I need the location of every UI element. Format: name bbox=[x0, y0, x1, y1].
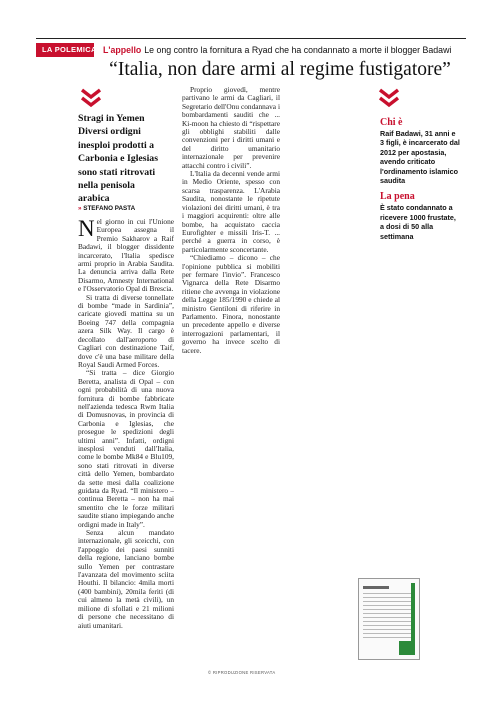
article-paragraph: Senza alcun mandato internazionale, gli sceicchi, con l'appoggio dei paesi sunniti della regione, lanciano bombe sullo Yemen per contrastare l'avanzata del movimento sciita Houthi. Il bilancio: 4mila morti (400 bambini), 20mila feriti (di cui almeno la metà civili), un milione di sfollati e 21 milioni di persone che necessitano di aiuti umanitari. bbox=[78, 528, 174, 630]
rubric-line bbox=[94, 45, 451, 55]
article-paragraph: Proprio giovedì, mentre partivano le armi da Cagliari, il Segretario dell'Onu condannava i bombardamenti sauditi che ... Ki-moon ha chiesto di “rispettare gli obblighi stabiliti dalle convenzioni per i diritti umani e del diritto umanitario internazionale per prevenire attacchi contro i civili”. bbox=[182, 86, 280, 170]
article-paragraph: L'Italia da decenni vende armi in Medio Oriente, spesso con scarsa trasparenza. L'Arabia Saudita, nonostante le ripetute violazioni dei diritti umani, è tra i maggiori acquirenti: oltre alle bombe, ha acquistato caccia Eurofighter e missili Iris-T. ... perché a guerra in corso, è particolarmente sconcertante. bbox=[182, 169, 280, 254]
thumbnail-title-bar bbox=[363, 586, 389, 589]
article-column-2 bbox=[182, 86, 280, 658]
chevron-down-icon bbox=[378, 88, 400, 108]
article-paragraph: “Chiediamo – dicono – che l'opinione pubblica si mobiliti per fermare l'invio”. Francesco Vignarca della Rete Disarmo ritiene che avvenga in violazione della Legge 185/1990 e chiede al ministro Gentiloni di riferire in Parlamento. Finora, nonostante un precedente appello e diverse interrogazioni parlamentari, il governo ha invece scelto di tacere. bbox=[182, 253, 280, 355]
article-paragraph: Nel giorno in cui l'Unione Europea assegna il Premio Sakharov a Raif Badawi, il blogger dissidente incarcerato, l'Italia spedisce armi proprio in Arabia Saudita. La denuncia arriva dalla Rete Disarmo, Amnesty International e l'Osservatorio Opal di Brescia. bbox=[78, 218, 174, 294]
sidebar-penalty-title: La pena bbox=[380, 191, 415, 203]
chevron-down-icon bbox=[80, 88, 102, 108]
thumbnail-line bbox=[363, 605, 415, 606]
article-paragraph: “Si tratta – dice Giorgio Beretta, analista di Opal – con ogni probabilità di una nuova fornitura di bombe fabbricate nell'azienda tedesca Rwm Italia di Domusnovas, in provincia di Carbonia e Iglesias, che prosegue le spedizioni degli ultimi anni”. Infatti, ordigni inesplosi venduti dall'Italia, come le bombe Mk84 e Blu109, sono stati ritrovati in diverse città dello Yemen, bombardato da sette mesi dalla coalizione guidata da Ryad. “Il ministero – continua Beretta – non ha mai smentito che le forze militari saudite stiano impiegando anche ordigni made in Italy”. bbox=[78, 368, 174, 529]
page-thumbnail bbox=[358, 578, 420, 660]
thumbnail-line bbox=[363, 613, 415, 614]
thumbnail-line bbox=[363, 621, 415, 622]
thumbnail-line bbox=[363, 597, 415, 598]
thumbnail-line bbox=[363, 601, 415, 602]
copyright-note: © RIPRODUZIONE RISERVATA bbox=[208, 670, 276, 675]
thumbnail-line bbox=[363, 593, 415, 594]
byline-author: STEFANO PASTA bbox=[83, 205, 136, 212]
thumbnail-line bbox=[363, 609, 415, 610]
sidebar-box bbox=[380, 117, 460, 247]
dropcap: N bbox=[78, 218, 95, 241]
section-tag: LA POLEMICA bbox=[36, 43, 94, 57]
thumbnail-line bbox=[363, 629, 415, 630]
thumbnail-accent-block bbox=[399, 641, 411, 655]
subheadline bbox=[78, 112, 168, 206]
rubric-kicker: L'appello bbox=[103, 45, 142, 55]
article-paragraph: Si tratta di diverse tonnellate di bombe “made in Sardinia”, caricate giovedì mattina su un Boeing 747 della compagnia azera Silk Way. Il cargo è decollato dall'aeroporto di Cagliari con destinazione Taif, dove c'è una base militare della Royal Saudi Armed Forces. bbox=[78, 292, 174, 369]
subhead-text: Diversi ordigni inesploi prodotti a Carbonia e Iglesias sono stati ritrovati nella penisola arabica bbox=[78, 126, 159, 205]
sidebar-who-text: Raif Badawi, 31 anni e 3 figli, è incarcerato dal 2012 per apostasia, avendo criticato l'ordinamento islamico saudita bbox=[380, 129, 460, 186]
rubric-text: Le ong contro la fornitura a Ryad che ha condannato a morte il blogger Badawi bbox=[144, 45, 452, 55]
thumbnail-accent-bar bbox=[411, 583, 415, 655]
article-column-1 bbox=[78, 218, 174, 666]
byline bbox=[78, 205, 168, 212]
thumbnail-line bbox=[363, 637, 415, 638]
byline-prefix: » bbox=[78, 205, 82, 212]
thumbnail-line bbox=[363, 617, 415, 618]
thumbnail-line bbox=[363, 633, 415, 634]
thumbnail-line bbox=[363, 625, 415, 626]
rubric-bar bbox=[36, 43, 466, 57]
sidebar-penalty-text: È stato condannato a ricevere 1000 frustate, a dosi di 50 alla settimana bbox=[380, 203, 456, 241]
subhead-lead: Stragi in Yemen bbox=[78, 113, 145, 124]
headline: “Italia, non dare armi al regime fustigatore” bbox=[109, 59, 451, 80]
page-top-rule bbox=[36, 38, 466, 39]
sidebar-who-title: Chi è bbox=[380, 117, 403, 128]
